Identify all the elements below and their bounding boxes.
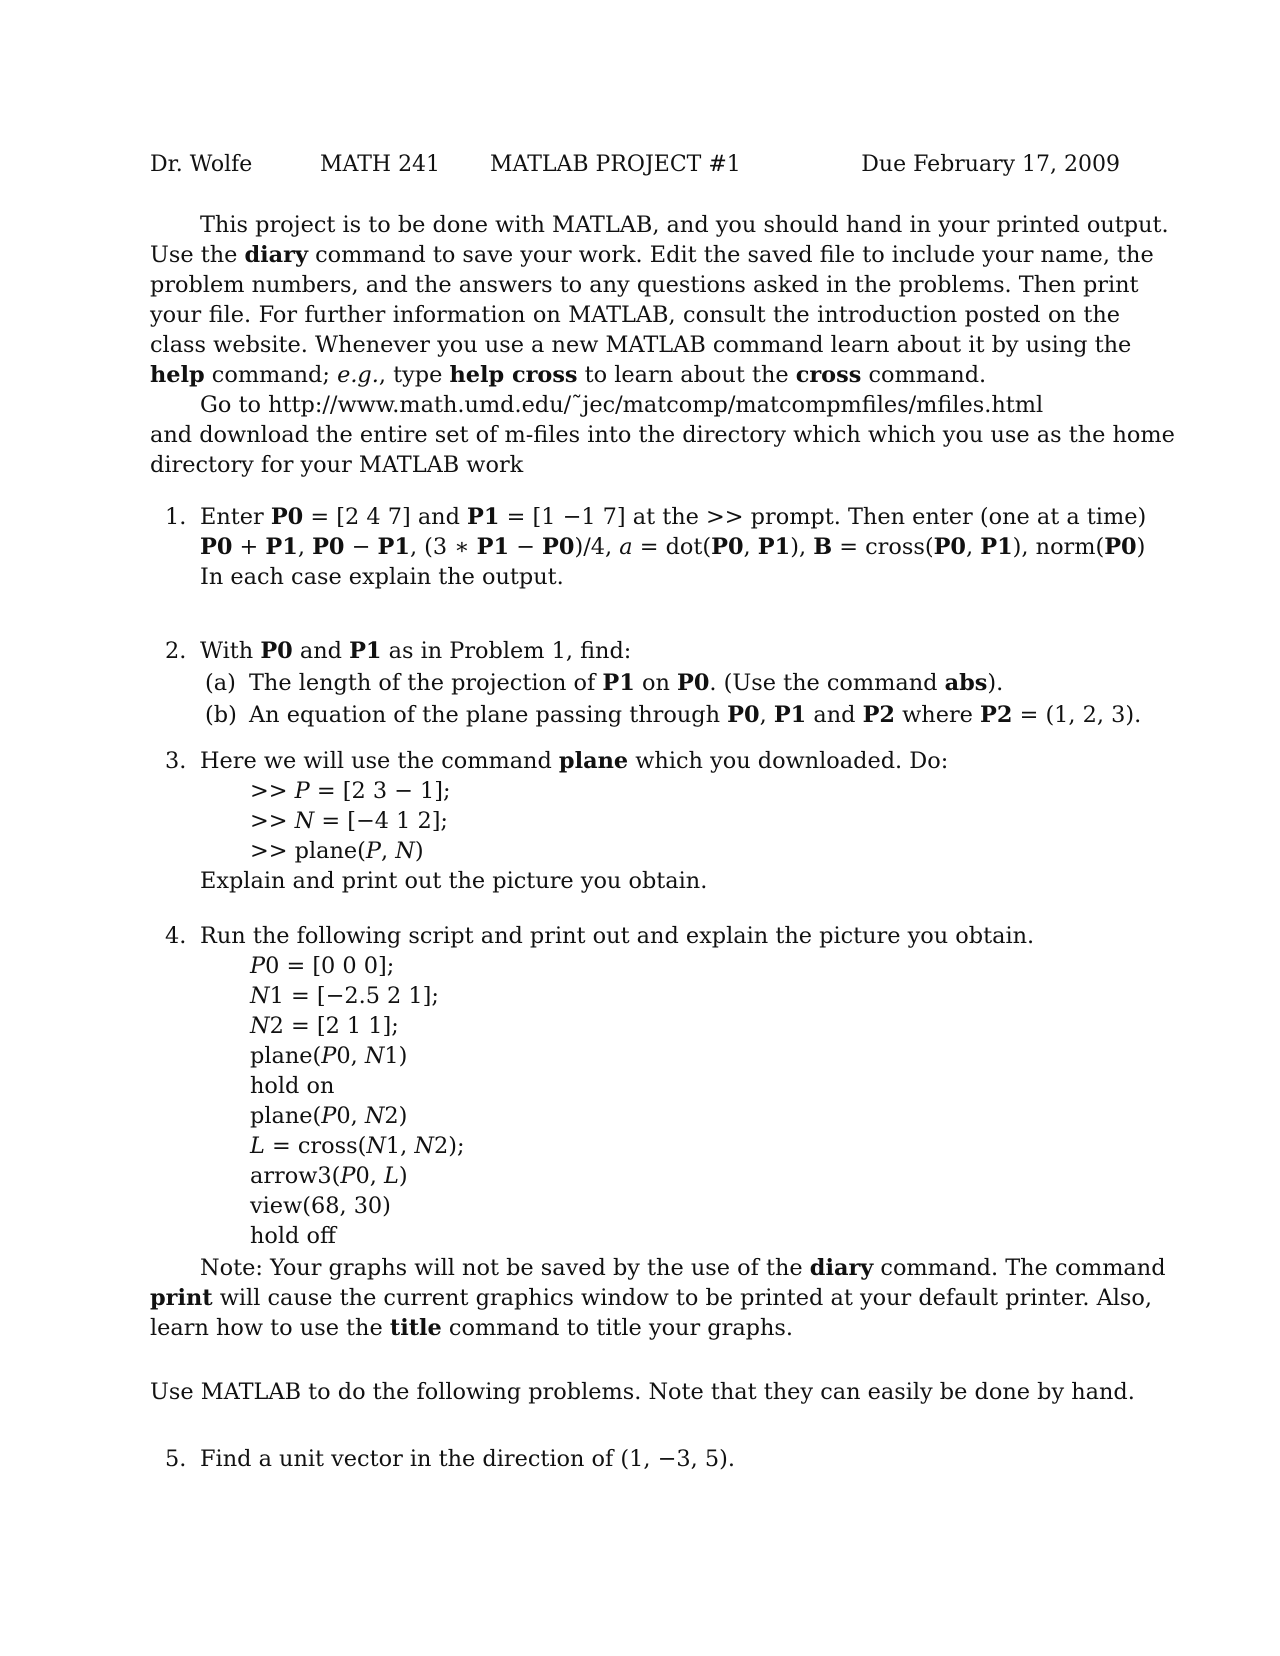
intro-line: help command; e.g., type help cross to learn about the cross command. <box>150 362 987 388</box>
problem-2: 2. With P0 and P1 as in Problem 1, find: (a) The length of the projection of P1 on P0. (Use the command abs). (b) An equation of the plane passing through P0, P1 and P2 where P2 = (1, 2, 3). <box>165 638 1142 728</box>
code-line: >> plane(P, N) <box>250 838 424 864</box>
header <box>150 152 1120 186</box>
intro-line: Use the diary command to save your work. Edit the saved file to include your name, the <box>150 242 1154 268</box>
due-date: Due February 17, 2009 <box>861 152 1120 177</box>
problem-number: 1. <box>165 504 187 530</box>
code-line: N2 = [2 1 1]; <box>250 1013 399 1039</box>
intro-paragraph <box>150 210 1175 480</box>
diary-keyword: diary <box>244 242 308 268</box>
intro-line: directory for your MATLAB work <box>150 452 524 478</box>
code-line: >> P = [2 3 − 1]; <box>250 778 451 804</box>
problem-number: 3. <box>165 748 187 774</box>
subpart-a: (a) The length of the projection of P1 on P0. (Use the command abs). <box>205 670 1004 696</box>
code-line: hold off <box>250 1223 336 1249</box>
problem-3: 3. Here we will use the command plane which you downloaded. Do: >> P = [2 3 − 1]; >> N = [−4 1 2]; >> plane(P, N) Explain and print out the picture you obtain. <box>165 746 1125 896</box>
code-line: N1 = [−2.5 2 1]; <box>250 983 439 1009</box>
intro-line: class website. Whenever you use a new MATLAB command learn about it by using the <box>150 332 1132 358</box>
note-paragraph: Note: Your graphs will not be saved by the use of the diary command. The command print will cause the current graphics window to be printed at your default printer. Also, learn how to use the title command to title your graphs. <box>150 1255 1166 1341</box>
code-line: P0 = [0 0 0]; <box>250 953 395 979</box>
problem-number: 4. <box>165 923 187 949</box>
problem-number: 2. <box>165 638 187 664</box>
code-line: L = cross(N1, N2); <box>250 1133 465 1159</box>
code-line: arrow3(P0, L) <box>250 1163 408 1189</box>
problem-number: 5. <box>165 1446 187 1472</box>
intro-line: your file. For further information on MATLAB, consult the introduction posted on the <box>150 302 1120 328</box>
author: Dr. Wolfe <box>150 152 253 177</box>
subpart-b: (b) An equation of the plane passing through P0, P1 and P2 where P2 = (1, 2, 3). <box>205 702 1142 728</box>
project-title: MATLAB PROJECT #1 <box>490 152 741 177</box>
code-line: plane(P0, N1) <box>250 1043 408 1069</box>
code-line: view(68, 30) <box>250 1193 391 1219</box>
intro-line: and download the entire set of m-files into the directory which which you use as the home <box>150 422 1175 448</box>
problem-4: 4. Run the following script and print out and explain the picture you obtain. P0 = [0 0 0]; N1 = [−2.5 2 1]; N2 = [2 1 1]; plane(P0, N1) hold on plane(P0, N2) L = cross(N1, N2); arrow3(P0, L) view(68, 30) hold off <box>165 921 1125 1251</box>
problem-5: 5. Find a unit vector in the direction of (1, −3, 5). <box>165 1446 735 1472</box>
mfiles-url: Go to http://www.math.umd.edu/˜jec/matcomp/matcompmfiles/mfiles.html <box>200 392 1044 418</box>
code-line: >> N = [−4 1 2]; <box>250 808 448 834</box>
code-line: plane(P0, N2) <box>250 1103 408 1129</box>
course: MATH 241 <box>320 152 441 177</box>
problem-1: 1. Enter P0 = [2 4 7] and P1 = [1 −1 7] at the >> prompt. Then enter (one at a time) P0 + P1, P0 − P1, (3 ∗ P1 − P0)/4, a = dot(P0, P1), B = cross(P0, P1), norm(P0) In each case explain the output. <box>165 504 1147 590</box>
code-line: hold on <box>250 1073 335 1099</box>
instruction-line: Use MATLAB to do the following problems. Note that they can easily be done by hand. <box>150 1379 1135 1405</box>
intro-line: This project is to be done with MATLAB, and you should hand in your printed output. <box>200 212 1169 238</box>
intro-line: problem numbers, and the answers to any questions asked in the problems. Then print <box>150 272 1139 298</box>
